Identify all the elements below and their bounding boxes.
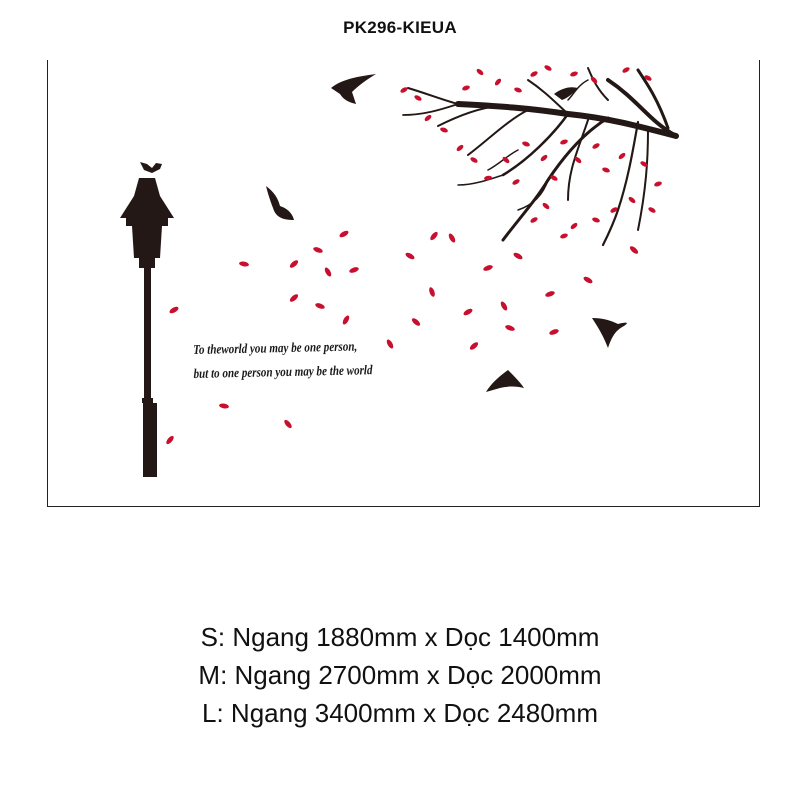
quote-line-2: but to one person you may be the world xyxy=(193,362,373,381)
decal-artwork xyxy=(48,60,761,507)
size-options xyxy=(0,618,800,732)
quote-line-1: To theworld you may be one person, xyxy=(193,338,358,357)
tree-branch-icon xyxy=(403,68,676,245)
street-lamp-icon xyxy=(120,162,174,477)
size-medium: M: Ngang 2700mm x Dọc 2000mm xyxy=(198,660,602,690)
wall-decal-preview xyxy=(47,60,760,507)
size-large: L: Ngang 3400mm x Dọc 2480mm xyxy=(202,698,598,728)
product-code: PK296-KIEUA xyxy=(343,18,457,37)
decal-quote xyxy=(193,334,374,386)
size-small: S: Ngang 1880mm x Dọc 1400mm xyxy=(200,622,600,652)
